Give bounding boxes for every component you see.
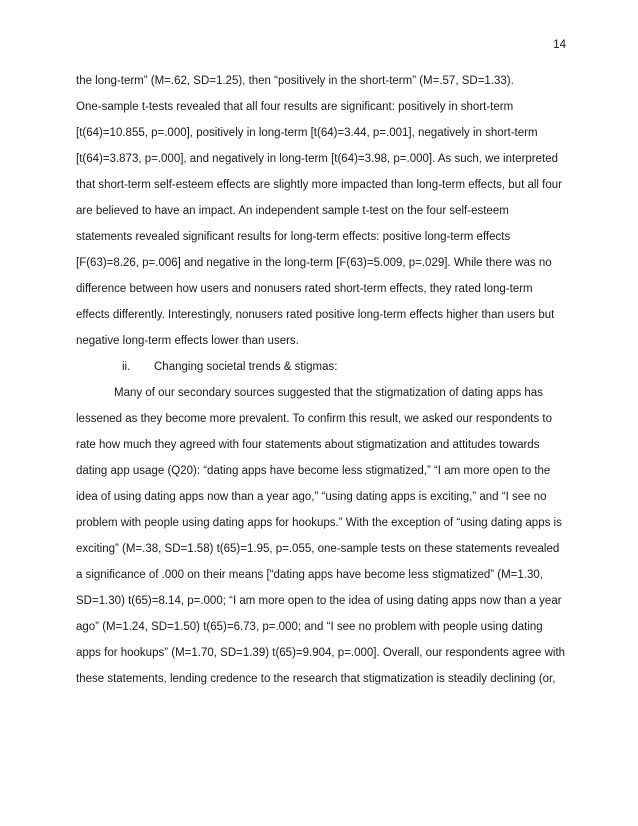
section-heading: [76, 354, 568, 380]
text-line: problem with people using dating apps for hookups.” With the exception of “using dating apps is: [76, 517, 562, 529]
text-line: rate how much they agreed with four statements about stigmatization and attitudes towards: [76, 439, 540, 451]
text-line: statements revealed significant results for long-term effects: positive long-term effects: [76, 231, 511, 243]
text-line: exciting” (M=.38, SD=1.58) t(65)=1.95, p=.055, one-sample tests on these statements revealed: [76, 543, 560, 555]
text-line: [F(63)=8.26, p=.006] and negative in the long-term [F(63)=5.009, p=.029]. While there was no: [76, 257, 552, 269]
paragraph-results: [76, 68, 568, 354]
section-heading-title: Changing societal trends & stigmas:: [154, 361, 338, 373]
text-line: dating app usage (Q20): “dating apps have become less stigmatized,” “I am more open to the: [76, 465, 551, 477]
text-line: One-sample t-tests revealed that all four results are significant: positively in short-term: [76, 101, 514, 113]
paragraph-stigma: [76, 380, 568, 692]
text-line: ago” (M=1.24, SD=1.50) t(65)=6.73, p=.000; and “I see no problem with people using dating: [76, 621, 543, 633]
text-line: [t(64)=3.873, p=.000], and negatively in long-term [t(64)=3.98, p=.000]. As such, we interpreted: [76, 153, 559, 165]
section-heading-marker: ii.: [122, 361, 131, 373]
text-line: effects differently. Interestingly, nonusers rated positive long-term effects higher than users but: [76, 309, 555, 321]
page-number: 14: [553, 39, 566, 51]
text-line: the long-term” (M=.62, SD=1.25), then “positively in the short-term” (M=.57, SD=1.33).: [76, 75, 514, 87]
text-line: SD=1.30) t(65)=8.14, p=.000; “I am more open to the idea of using dating apps now than a year: [76, 595, 562, 607]
text-line: lessened as they become more prevalent. To confirm this result, we asked our respondents to: [76, 413, 553, 425]
text-line: negative long-term effects lower than users.: [76, 335, 299, 347]
text-line: that short-term self-esteem effects are slightly more impacted than long-term effects, but all four: [76, 179, 562, 191]
body-text: [76, 68, 568, 692]
text-line: a significance of .000 on their means [“dating apps have become less stigmatized” (M=1.30,: [76, 569, 543, 581]
text-line: difference between how users and nonusers rated short-term effects, they rated long-term: [76, 283, 533, 295]
text-line: Many of our secondary sources suggested that the stigmatization of dating apps has: [114, 387, 543, 399]
text-line: idea of using dating apps now than a year ago,” “using dating apps is exciting,” and “I see no: [76, 491, 547, 503]
text-line: apps for hookups” (M=1.70, SD=1.39) t(65)=9.904, p=.000]. Overall, our respondents agree with: [76, 647, 566, 659]
text-line: [t(64)=10.855, p=.000], positively in long-term [t(64)=3.44, p=.001], negatively in short-term: [76, 127, 538, 139]
text-line: are believed to have an impact. An independent sample t-test on the four self-esteem: [76, 205, 509, 217]
text-line: these statements, lending credence to the research that stigmatization is steadily declining (or,: [76, 673, 556, 685]
